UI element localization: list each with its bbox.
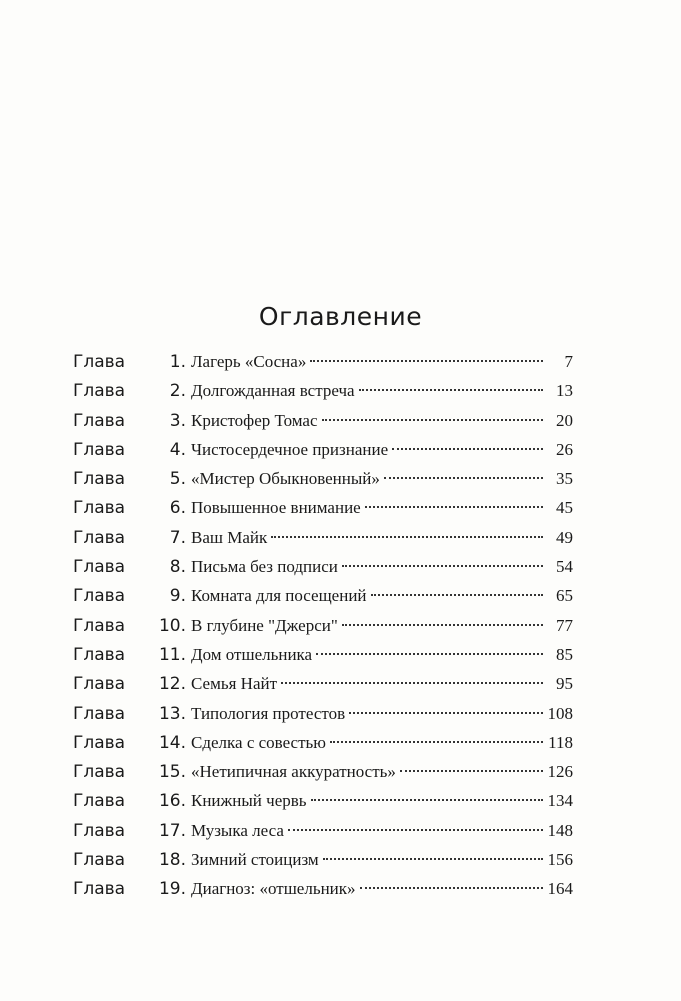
chapter-number: 12. <box>158 674 186 695</box>
dot-leader <box>288 829 543 831</box>
chapter-title: Комната для посещений <box>191 586 367 606</box>
page-number: 13 <box>556 381 573 401</box>
toc-entry[interactable] <box>73 493 573 522</box>
chapter-title: Типология протестов <box>191 703 346 723</box>
toc-entry[interactable] <box>73 552 573 581</box>
chapter-title: Долгожданная встреча <box>191 381 355 401</box>
chapter-number: 19. <box>158 879 186 900</box>
toc-entry[interactable] <box>73 699 573 728</box>
dot-leader <box>330 741 543 743</box>
dot-leader <box>323 858 543 860</box>
page-number: 49 <box>556 527 573 547</box>
chapter-number: 8. <box>169 557 186 578</box>
chapter-word: Глава <box>73 381 126 402</box>
page-number: 118 <box>548 732 573 752</box>
chapter-number: 17. <box>158 820 186 841</box>
page-number: 26 <box>556 439 573 459</box>
toc-entry[interactable] <box>73 640 573 669</box>
page-number: 156 <box>547 850 573 870</box>
chapter-word: Глава <box>73 879 126 900</box>
chapter-number: 5. <box>169 469 186 490</box>
chapter-title: Письма без подписи <box>191 557 338 577</box>
toc-entry[interactable] <box>73 347 573 376</box>
dot-leader <box>392 448 543 450</box>
chapter-number: 13. <box>158 703 186 724</box>
page-number: 148 <box>547 820 573 840</box>
chapter-title: Чистосердечное признание <box>191 439 389 459</box>
chapter-number: 10. <box>158 615 186 636</box>
chapter-title: Музыка леса <box>191 820 284 840</box>
chapter-word: Глава <box>73 498 126 519</box>
page-title: Оглавление <box>258 301 423 331</box>
dot-leader <box>342 624 543 626</box>
chapter-number: 3. <box>169 410 186 431</box>
chapter-word: Глава <box>73 439 126 460</box>
dot-leader <box>342 565 543 567</box>
chapter-number: 7. <box>169 527 186 548</box>
page-number: 20 <box>556 410 573 430</box>
toc-entry[interactable] <box>73 376 573 405</box>
dot-leader <box>359 389 543 391</box>
chapter-title: «Мистер Обыкновенный» <box>191 469 380 489</box>
page-number: 108 <box>547 703 573 723</box>
chapter-word: Глава <box>73 557 126 578</box>
page-number: 95 <box>556 674 573 694</box>
toc-entry[interactable] <box>73 669 573 698</box>
chapter-word: Глава <box>73 850 126 871</box>
chapter-word: Глава <box>73 527 126 548</box>
chapter-word: Глава <box>73 615 126 636</box>
dot-leader <box>316 653 543 655</box>
toc-entry[interactable] <box>73 435 573 464</box>
toc-entry[interactable] <box>73 611 573 640</box>
dot-leader <box>365 506 543 508</box>
toc-entry[interactable] <box>73 757 573 786</box>
chapter-title: Повышенное внимание <box>191 498 361 518</box>
chapter-number: 11. <box>158 644 186 665</box>
toc-entry[interactable] <box>73 581 573 610</box>
chapter-word: Глава <box>73 820 126 841</box>
chapter-title: «Нетипичная аккуратность» <box>191 762 396 782</box>
chapter-number: 4. <box>169 439 186 460</box>
chapter-number: 18. <box>158 850 186 871</box>
toc-entry[interactable] <box>73 523 573 552</box>
chapter-number: 2. <box>169 381 186 402</box>
chapter-word: Глава <box>73 586 126 607</box>
dot-leader <box>400 770 543 772</box>
chapter-word: Глава <box>73 791 126 812</box>
dot-leader <box>311 799 543 801</box>
page-number: 134 <box>547 791 573 811</box>
page-number: 85 <box>556 644 573 664</box>
dot-leader <box>384 477 543 479</box>
chapter-title: Кристофер Томас <box>191 410 318 430</box>
dot-leader <box>310 360 543 362</box>
chapter-title: Ваш Майк <box>191 527 268 547</box>
chapter-number: 16. <box>158 791 186 812</box>
chapter-number: 6. <box>169 498 186 519</box>
chapter-word: Глава <box>73 469 126 490</box>
page-number: 35 <box>556 469 573 489</box>
dot-leader <box>349 712 543 714</box>
chapter-number: 15. <box>158 762 186 783</box>
toc-entry[interactable] <box>73 845 573 874</box>
dot-leader <box>281 682 543 684</box>
toc-entry[interactable] <box>73 406 573 435</box>
toc-entry[interactable] <box>73 464 573 493</box>
chapter-number: 14. <box>158 732 186 753</box>
page-number: 77 <box>556 615 573 635</box>
chapter-title: Сделка с совестью <box>191 732 326 752</box>
chapter-title: Книжный червь <box>191 791 307 811</box>
dot-leader <box>371 594 543 596</box>
chapter-title: Диагноз: «отшельник» <box>191 879 356 899</box>
dot-leader <box>360 887 543 889</box>
page-number: 164 <box>547 879 573 899</box>
chapter-word: Глава <box>73 674 126 695</box>
chapter-title: Лагерь «Сосна» <box>191 352 307 371</box>
chapter-number: 9. <box>169 586 186 607</box>
chapter-word: Глава <box>73 352 126 372</box>
table-of-contents <box>73 347 573 904</box>
dot-leader <box>271 536 543 538</box>
page-number: 45 <box>556 498 573 518</box>
toc-entry[interactable] <box>73 874 573 903</box>
chapter-word: Глава <box>73 762 126 783</box>
page-number: 65 <box>556 586 573 606</box>
dot-leader <box>322 419 543 421</box>
toc-entry[interactable] <box>73 728 573 757</box>
chapter-title: Семья Найт <box>191 674 278 694</box>
chapter-title: Дом отшельника <box>191 644 313 664</box>
chapter-title: В глубине "Джерси" <box>191 615 338 635</box>
page-number: 7 <box>564 352 573 371</box>
chapter-title: Зимний стоицизм <box>191 850 319 870</box>
page-number: 54 <box>556 557 573 577</box>
toc-entry[interactable] <box>73 786 573 815</box>
chapter-word: Глава <box>73 644 126 665</box>
toc-entry[interactable] <box>73 816 573 845</box>
chapter-word: Глава <box>73 410 126 431</box>
chapter-number: 1. <box>169 352 186 372</box>
chapter-word: Глава <box>73 703 126 724</box>
page-number: 126 <box>547 762 573 782</box>
chapter-word: Глава <box>73 732 126 753</box>
